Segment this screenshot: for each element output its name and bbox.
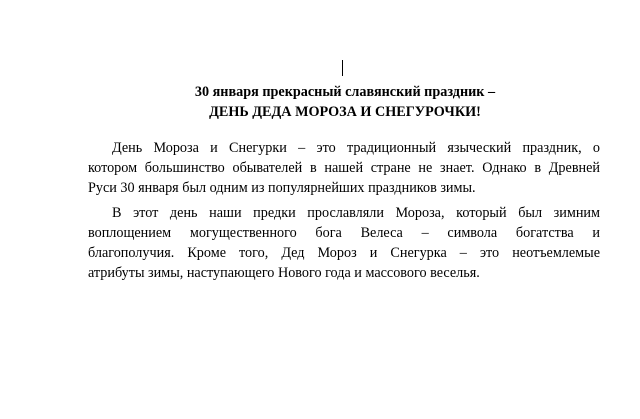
paragraph-line: котором большинство обывателей в нашей стране не знает. Однако в Древней [88, 160, 600, 176]
paragraph-2 [88, 203, 600, 283]
paragraph-line: воплощением могущественного бога Велеса – символа богатства и [88, 225, 600, 241]
paragraph-line: атрибуты зимы, наступающего Нового года и массового веселья. [88, 265, 480, 281]
paragraph-line: В этот день наши предки прославляли Мороза, который был зимним [112, 205, 600, 221]
document-body [88, 138, 600, 288]
paragraph-1 [88, 138, 600, 198]
text-cursor [342, 60, 343, 76]
paragraph-line: благополучия. Кроме того, Дед Мороз и Снегурка – это неотъемлемые [88, 245, 600, 261]
document-heading [90, 82, 600, 122]
heading-line-1: 30 января прекрасный славянский праздник – [194, 84, 496, 100]
heading-line-2: ДЕНЬ ДЕДА МОРОЗА И СНЕГУРОЧКИ! [209, 104, 481, 120]
paragraph-line: День Мороза и Снегурки – это традиционный языческий праздник, о [112, 140, 600, 156]
paragraph-line: Руси 30 января был одним из популярнейших праздников зимы. [88, 180, 476, 196]
